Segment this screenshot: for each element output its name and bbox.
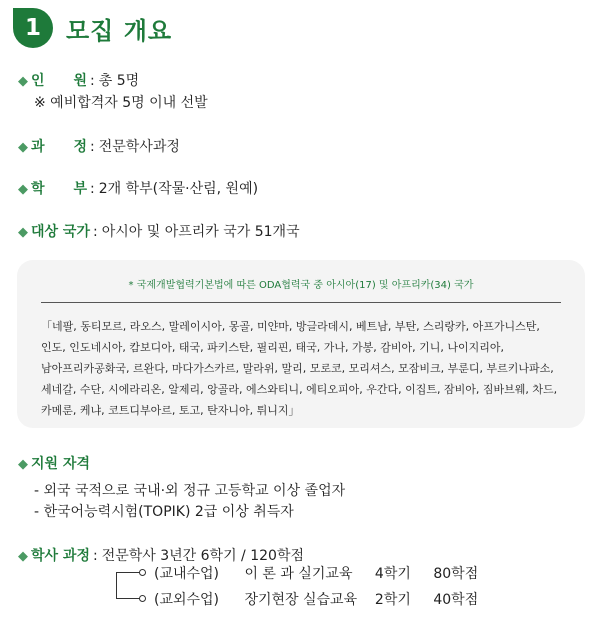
countries-list-line: 남아프리카공화국, 르완다, 마다가스카르, 말라위, 말리, 모로코, 모리셔스, 모잠비크, 부룬디, 부르키나파소, — [41, 362, 554, 375]
section-header — [13, 6, 172, 50]
curriculum-label: 학사 과정 — [31, 548, 90, 564]
countries-list-line: 「네팔, 동티모르, 라오스, 말레이시아, 몽골, 미얀마, 방글라데시, 베트남, 부탄, 스리랑카, 아프가니스탄, — [41, 320, 540, 333]
section-title: 모집 개요 — [66, 16, 173, 45]
personnel-value: 총 5명 — [98, 73, 140, 89]
tree-node-icon — [139, 569, 146, 576]
curriculum-value: 전문학사 3년간 6학기 / 120학점 — [101, 548, 304, 564]
eligibility-item: - 한국어능력시험(TOPIK) 2급 이상 취득자 — [34, 504, 294, 520]
countries-box — [17, 260, 585, 428]
countries-list — [41, 316, 571, 421]
diamond-bullet-icon: ◆ — [18, 225, 28, 240]
tree-connector — [116, 598, 140, 599]
eligibility-item: - 외국 국적으로 국내·외 정규 고등학교 이상 졸업자 — [34, 483, 346, 499]
course-label: 과 정 — [31, 139, 87, 155]
tree-connector — [116, 572, 140, 573]
eligibility-row — [18, 453, 90, 473]
countries-row: ◆ 대상 국가 : 아시아 및 아프리카 국가 51개국 — [18, 221, 300, 241]
curriculum-row: ◆ 학사 과정 : 전문학사 3년간 6학기 / 120학점 — [18, 545, 304, 565]
countries-value: 아시아 및 아프리카 국가 51개국 — [101, 224, 300, 240]
personnel-label: 인 원 — [31, 73, 87, 89]
diamond-bullet-icon: ◆ — [18, 182, 28, 197]
countries-list-line: 카메룬, 케냐, 코트디부아르, 토고, 탄자니아, 튀니지」 — [41, 404, 300, 417]
countries-list-line: 인도, 인도네시아, 캄보디아, 태국, 파키스탄, 필리핀, 태국, 가나, 가봉, 감비아, 기니, 나이지리아, — [41, 341, 504, 354]
personnel-row: ◆ 인 원 : 총 5명 — [18, 70, 139, 90]
course-value: 전문학사과정 — [98, 139, 180, 155]
countries-label: 대상 국가 — [31, 224, 90, 240]
tree-connector — [116, 572, 117, 598]
department-row: ◆ 학 부 : 2개 학부(작물·산림, 원예) — [18, 178, 258, 198]
course-row: ◆ 과 정 : 전문학사과정 — [18, 136, 180, 156]
countries-note: * 국제개발협력기본법에 따른 ODA협력국 중 아시아(17) 및 아프리카(34) 국가 — [128, 280, 474, 291]
diamond-bullet-icon: ◆ — [18, 457, 28, 472]
diamond-bullet-icon: ◆ — [18, 140, 28, 155]
diamond-bullet-icon: ◆ — [18, 74, 28, 89]
curriculum-tree — [116, 568, 612, 628]
department-value: 2개 학부(작물·산림, 원예) — [98, 181, 259, 197]
curriculum-item: (교내수업) 이 론 과 실기교육 4학기 80학점 — [154, 566, 479, 582]
diamond-bullet-icon: ◆ — [18, 549, 28, 564]
section-number-badge: 1 — [13, 8, 53, 48]
divider — [41, 302, 561, 303]
department-label: 학 부 — [31, 181, 87, 197]
countries-list-line: 세네갈, 수단, 시에라리온, 알제리, 앙골라, 에스와티니, 에티오피아, 우간다, 이집트, 잠비아, 짐바브웨, 차드, — [41, 383, 558, 396]
curriculum-item: (교외수업) 장기현장 실습교육 2학기 40학점 — [154, 592, 479, 608]
tree-node-icon — [139, 595, 146, 602]
eligibility-label: 지원 자격 — [31, 456, 90, 472]
personnel-note: ※ 예비합격자 5명 이내 선발 — [34, 95, 208, 111]
